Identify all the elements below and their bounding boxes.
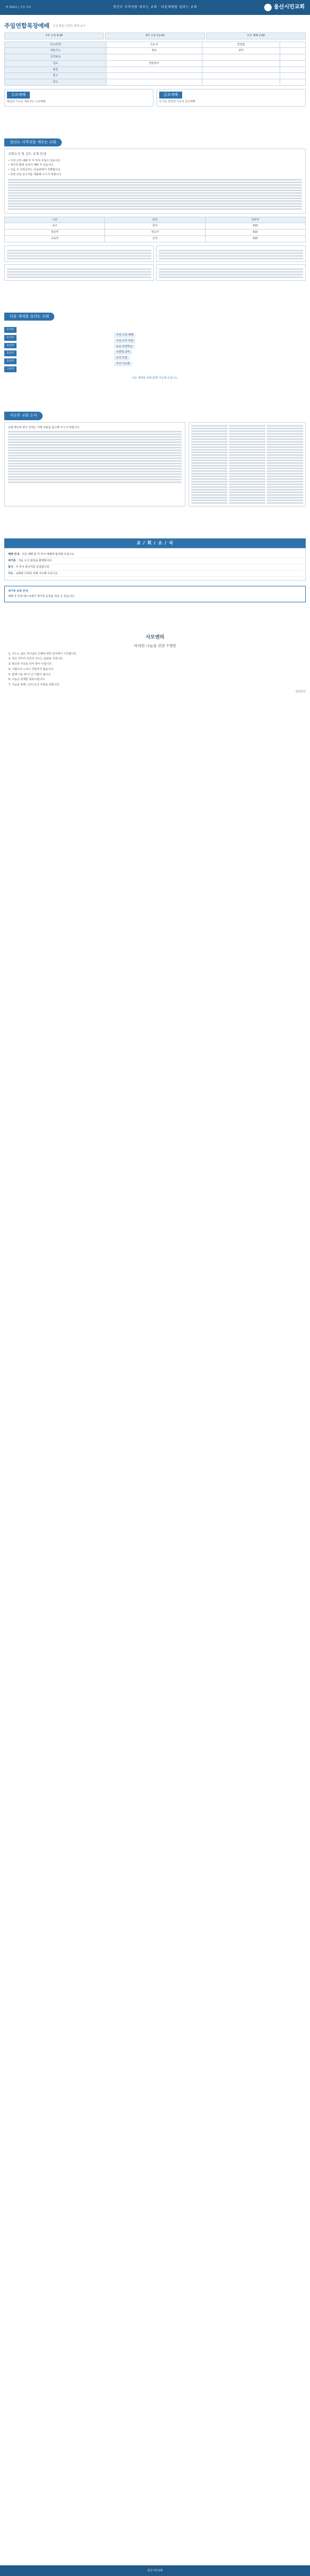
activity-tag: 교사 모임	[114, 356, 129, 361]
newcomer-title: 새가족 등록 안내	[8, 590, 28, 593]
news-text: 교회 행사와 봉사 안내는 아래 내용을 참고해 주시기 바랍니다.	[8, 426, 80, 429]
table-row: 인도/찬양 인도자 찬양팀	[5, 42, 306, 48]
nextgen-departments	[4, 326, 111, 373]
pastor-paragraph: 3. 필요한 이웃을 먼저 찾아 나섭니다.	[9, 663, 52, 666]
mission-item: • 다음 주 성경공부는 교육관에서 진행됩니다.	[8, 168, 302, 173]
prayer-card	[4, 246, 154, 262]
activity-tag: 토요 성경학교	[114, 345, 135, 349]
info-item: 기도 · 교회와 나라를 위해 기도해 주십시오.	[8, 571, 302, 577]
wednesday-title: 수요예배	[7, 92, 30, 99]
page-footer: 울산시민교회	[0, 2565, 310, 2576]
contact-header: 연락처	[205, 217, 305, 223]
pastor-signature: 담임목사	[295, 690, 306, 693]
pastor-paragraph: 5. 함께 나눌 때 더 큰 기쁨이 됩니다.	[9, 673, 52, 676]
pastor-paragraph: 2. 작은 것부터 꾸준히 나누는 습관을 가집니다.	[9, 657, 63, 661]
mission-item: • 새가족 환영 모임이 예배 후 있습니다.	[8, 163, 302, 168]
activity-tag: 부모 기도회	[114, 362, 132, 366]
wednesday-desc: 말씀과 기도로 세워지는 수요예배	[7, 100, 46, 104]
header-slogan: 청년도 사역자를 세우는 교회 · 다음세대를 살리는 교회	[113, 5, 197, 9]
mission-item: • 목장 모임 보고서를 제출해 주시기 바랍니다.	[8, 173, 302, 177]
prayer-card	[156, 264, 306, 281]
contact-header: 구분	[5, 217, 105, 223]
department-chip: 유년부	[4, 343, 17, 349]
pastor-paragraph: 7. 나눔을 통해 그리스도의 사랑을 전합니다.	[9, 683, 60, 687]
table-row: 교육부 간사 010	[5, 235, 306, 242]
info-band: 교 / 회 / 소 / 식	[4, 538, 306, 549]
issue-label: 제 제20호 | 주일 주보	[5, 5, 31, 9]
nextgen-activities	[114, 332, 306, 367]
worship-section	[4, 20, 306, 107]
activity-tag: 주일 오전 예배	[114, 333, 135, 338]
table-row: 교구 목사 010	[5, 223, 306, 230]
prayer-card	[4, 264, 154, 281]
department-chip: 초등부	[4, 350, 17, 356]
newcomer-text: 예배 후 안내 데스크에서 새가족 등록을 하실 수 있습니다.	[8, 595, 75, 599]
worship-times	[4, 32, 306, 39]
prayer-grid	[4, 246, 306, 281]
church-logo	[241, 4, 305, 11]
info-list	[4, 548, 306, 580]
mission-text-lines	[8, 179, 302, 210]
pastor-paragraph: 4. 기쁨으로 드리고 자랑하지 않습니다.	[9, 667, 54, 671]
activity-tag: 수련회 준비	[114, 350, 132, 355]
newcomer-card	[4, 586, 306, 602]
pastor-paragraph: 1. 나누는 삶은 하나님의 은혜에 대한 감사에서 시작됩니다.	[9, 652, 77, 656]
news-section	[4, 412, 306, 506]
department-chip: 유치부	[4, 335, 17, 341]
contact-table	[4, 217, 306, 242]
department-chip: 유아부	[4, 327, 17, 333]
nextgen-note: 다음 세대를 위해 함께 기도해 주십시오.	[132, 376, 178, 380]
wednesday-service	[4, 89, 153, 107]
table-row: 봉헌	[5, 67, 306, 73]
worship-time-2: 2부 오전 11:00	[105, 32, 205, 39]
table-row: 대표기도 장로 권사	[5, 48, 306, 54]
news-body	[4, 422, 185, 506]
church-name: 울산시민교회	[274, 4, 305, 11]
pastor-paragraph: 6. 나눔은 관계를 회복시킵니다.	[9, 678, 46, 682]
prayer-card	[156, 246, 306, 262]
friday-title: 금요예배	[159, 92, 182, 99]
news-side-list	[189, 422, 306, 506]
mission-intro: 교회소식 및 성도 교제 안내	[8, 152, 46, 157]
church-logo-icon	[264, 4, 272, 11]
pastor-heading: 사모엔의	[145, 634, 165, 640]
mission-item: • 주일 오후 예배 후 각 부서 모임이 있습니다.	[8, 159, 302, 163]
mission-section	[4, 138, 306, 281]
worship-time-1: 1부 오전 9:30	[4, 32, 104, 39]
table-row: 광고	[5, 73, 306, 79]
mission-list	[8, 159, 302, 177]
worship-order-table	[4, 42, 306, 86]
pastor-title: 바대한 나눔을 위한 7계명	[134, 644, 176, 649]
news-title: 지난주 교회 소식	[4, 412, 43, 420]
department-chip: 고등부	[4, 366, 17, 372]
friday-desc: 뜨거운 찬양과 기도의 금요예배	[159, 100, 195, 104]
worship-subtitle: 오늘 말씀 / 찬양 / 봉헌 순서	[53, 24, 86, 28]
info-item: 예배 안내 · 주일 예배 및 각 부서 예배에 참석해 주십시오.	[8, 552, 302, 558]
mission-title: 청년도 사역자를 세우는 교회	[4, 138, 62, 146]
table-row: 축도	[5, 79, 306, 86]
worship-title: 주일연합목장예배	[4, 22, 50, 29]
nextgen-title: 다음 세대를 살리는 교회	[4, 313, 54, 321]
table-row: 청년부 전도사 010	[5, 230, 306, 236]
activity-tag: 주일 오후 모임	[114, 339, 135, 344]
nextgen-flow	[4, 326, 306, 373]
table-row: 설교 담임목사	[5, 60, 306, 67]
info-section	[4, 538, 306, 602]
friday-service	[157, 89, 306, 107]
info-item: 새가족 · 처음 오신 분들을 환영합니다.	[8, 558, 302, 565]
worship-time-3: 오후 예배 2:00	[206, 32, 306, 39]
info-item: 봉사 · 각 부서 봉사자를 모집합니다.	[8, 565, 302, 571]
pastor-column	[4, 634, 306, 694]
table-row: 성경봉독	[5, 54, 306, 61]
mission-notice-box	[4, 149, 306, 213]
nextgen-section	[4, 313, 306, 380]
department-chip: 중등부	[4, 358, 17, 364]
contact-header: 담당	[105, 217, 205, 223]
header-bar	[0, 0, 310, 15]
